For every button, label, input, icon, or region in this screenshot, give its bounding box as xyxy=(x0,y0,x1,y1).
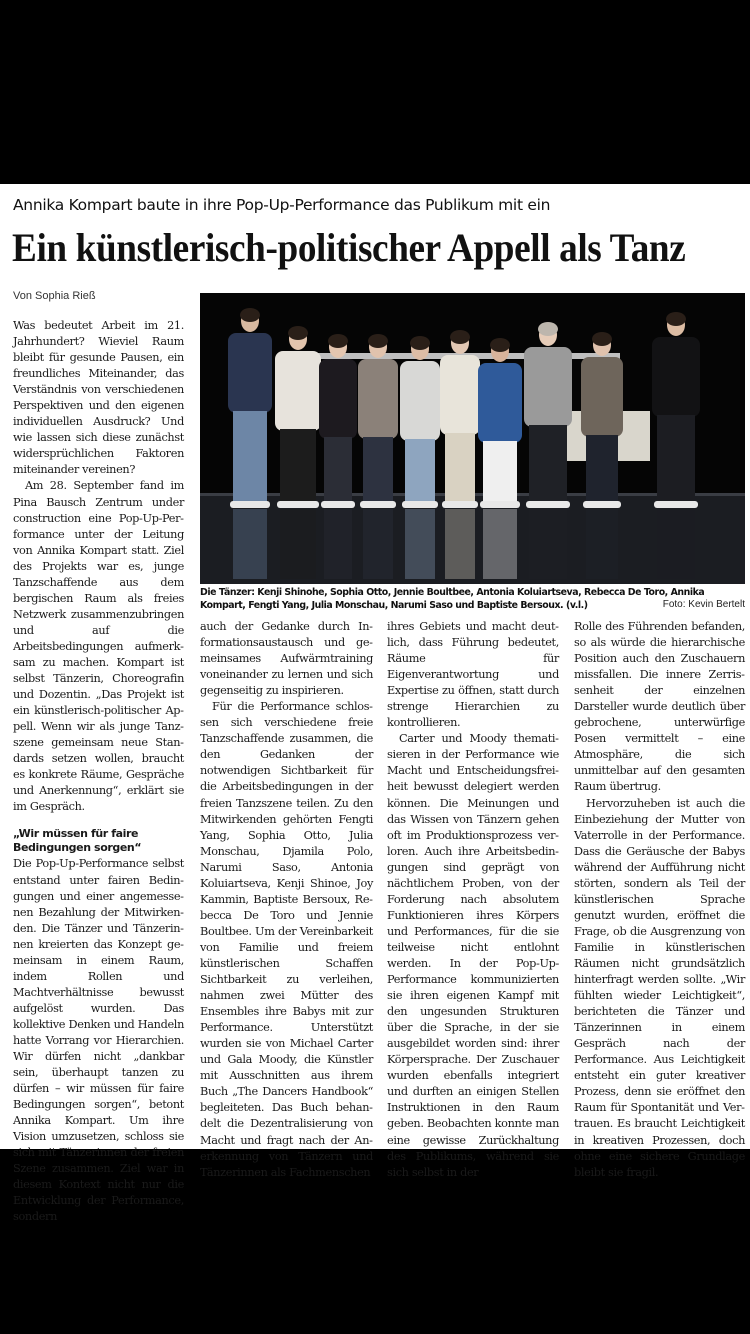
dancer-figure xyxy=(581,332,623,508)
article-photo xyxy=(200,293,745,584)
floor-reflection xyxy=(586,509,618,579)
article-kicker: Annika Kompart baute in ihre Pop-Up-Performance das Publikum mit ein xyxy=(13,196,551,214)
article-column-3 xyxy=(387,619,559,1181)
paragraph: Hervorzuheben ist auch die Einbeziehung der Mutter von Vaterrolle in der Performance. Dass die Geräusche der Babys während der Aufführung nicht störten, sondern als Teil der künstlerischen Sprache genutzt wurden, eröffnet die Frage, ob die Ausgrenzung von Familie in künstlerischen Räumen nicht grundsätzlich hinterfragt werden sollte. „Wir fühlten wieder Leichtigkeit“, berichteten die Tänzer und Tänzerinnen in einem Gespräch nach der Performance. Aus Leichtigkeit entsteht ein guter kreativer Prozess, denn sie eröffnet den Raum für Spontanität und Vertrauen. Es braucht Leichtigkeit in kreativen Prozessen, doch ohne eine sichere Grundlage bleibt sie fragil. xyxy=(574,796,745,1179)
paragraph: ihres Gebiets und macht deutlich, dass Führung bedeutet, Räume für Eigenverantwortung und Expertise zu öffnen, statt durch strenge Hierarchien zu kontrollieren. xyxy=(387,620,559,730)
article-column-1 xyxy=(13,318,184,1226)
paragraph: Was bedeutet Arbeit im 21. Jahrhundert? Wieviel Raum bleibt für gesunde Pausen, ein freundliches Miteinander, das Verständnis von verschiedenen Perspektiven und den eigenen individuellen Ausdruck? Und wie lassen sich diese zunächst widersprüchlichen Faktoren miteinander vereinen? xyxy=(13,319,184,477)
dancer-figure xyxy=(228,308,272,508)
photo-caption: Die Tänzer: Kenji Shinohe, Sophia Otto, Jennie Boultbee, Antonia Koluiartseva, Rebecca De Toro, Annika Kompart, Fengti Yang, Julia Monschau, Narumi Saso und Baptiste Bersoux. (v.l.) xyxy=(200,587,705,611)
article-byline: Von Sophia Rieß xyxy=(13,290,96,302)
article-column-4 xyxy=(574,619,745,1181)
dancer-figure xyxy=(652,312,700,508)
article-headline: Ein künstlerisch-politischer Appell als Tanz xyxy=(12,225,686,270)
article-column-2 xyxy=(200,619,373,1181)
floor-reflection xyxy=(483,509,517,579)
floor-reflection xyxy=(529,509,567,579)
dancer-figure xyxy=(478,338,522,508)
paragraph: Für die Performance schlossen sich verschiedene freie Tanzschaffende zusammen, die den Gedanken der notwendigen Sichtbarkeit für die Arbeitsbedingungen in der freien Tanzszene teilen. Zu den Mitwirkenden gehörten Fengti Yang, Sophia Otto, Julia Monschau, Djamila Polo, Narumi Saso, Antonia Koluiartseva, Kenji Shinoe, Joy Kammin, Baptiste Bersoux, Rebecca De Toro und Jennie Boultbee. Um der Vereinbarkeit von Familie und freiem künstlerischen Schaffen Sichtbarkeit zu verleihen, nahmen zwei Mütter des Ensembles ihre Babys mit zur Performance. Unterstützt wurden sie von Michael Carter und Gala Moody, die Künstler mit Ausschnitten aus ihrem Buch „The Dancers Handbook“ begleiteten. Das Buch behandelt die Dezentralisierung von Macht und fragt nach der Anerkennung von Tänzern und Tänzerinnen als Fachmenschen xyxy=(200,700,373,1179)
paragraph: auch der Gedanke durch Informationsaustausch und gemeinsames Aufwärmtraining voneinander zu lernen und sich gegenseitig zu inspirieren. xyxy=(200,620,373,698)
floor-reflection xyxy=(280,509,316,579)
dancer-figure xyxy=(358,334,398,508)
paragraph: Die Pop-Up-Performance selbst entstand unter fairen Bedingungen und einer angemessenen Bezahlung der Mitwirkenden. Die Tänzer und Tänzerinnen kreierten das Konzept gemeinsam in einem Raum, indem Rollen und Machtverhältnisse bewusst aufgelöst wurden. Das kollektive Denken und Handeln hatte Vorrang vor Hierarchien. Wir dürfen nicht „dankbar sein, überhaupt tanzen zu dürfen – wir müssen für faire Bedingungen sorgen“, betont Annika Kompart. Um ihre Vision umzusetzen, schloss sie sich mit Tänzerinnen der freien Szene zusammen. Ziel war in diesem Kontext nicht nur die Entwicklung der Performance, sondern xyxy=(13,857,184,1224)
floor-reflection xyxy=(363,509,393,579)
dancer-figure xyxy=(319,334,357,508)
paragraph: Rolle des Führenden befanden, so als würde die hierarchische Position auch den Zuschauern missfallen. Die innere Zerrissenheit der einzelnen Darsteller wurde deutlich über gebrochene, unterwürfige Posen vermittelt – eine Atmosphäre, die sich unmittelbar auf den gesamten Raum übertrug. xyxy=(574,620,745,794)
dancer-figure xyxy=(524,322,572,508)
dancer-figure xyxy=(400,336,440,508)
paragraph: Carter und Moody thematisieren in der Performance wie Macht und Entscheidungsfreiheit bewusst delegiert werden können. Die Meinungen und das Wissen von Tänzern gehen oft im Produktionsprozess verloren. Auch ihre Arbeitsbedingungen sind geprägt von nächtlichem Proben, von der Forderung nach absolutem Funktionieren ihres Körpers und Performances, für die sie teilweise nicht entlohnt werden. In der Pop-Up-Performance kommunizierten sie ihren eigenen Kampf mit den ungesunden Strukturen über die Sprache, in der sie ausgebildet worden sind: ihrer Körpersprache. Der Zuschauer wurden ebenfalls integriert und durften an einigen Stellen Instruktionen in den Raum geben. Beobachten konnte man eine gewisse Zurückhaltung des Publikums, während sie sich selbst in der xyxy=(387,732,559,1179)
newspaper-clipping xyxy=(0,184,750,1224)
dancers-group-photo xyxy=(200,293,745,584)
floor-reflection xyxy=(233,509,267,579)
dancer-figure xyxy=(275,326,321,508)
article-subhead: „Wir müssen für faire Bedingungen sorgen“ xyxy=(13,827,142,855)
floor-reflection xyxy=(324,509,352,579)
paragraph: Am 28. September fand im Pina Bausch Zentrum under construction eine Pop-Up-Performance unter der Leitung von Annika Kompart statt. Ziel des Projekts war es, junge Tanzschaffende aus dem bergischen Raum als freies Netzwerk zusammenzubringen und auf die Arbeitsbedingungen aufmerksam zu machen. Kompart ist selbst Tänzerin, Choreografin und Dozentin. „Das Projekt ist ein künstlerisch-politischer Appell. Wenn wir als junge Tanzszene gemeinsam neue Standards setzen wollen, braucht es konkrete Räume, Gespräche und Anerkennung“, erklärt sie im Gespräch. xyxy=(13,479,184,814)
dancer-figure xyxy=(440,330,480,508)
floor-reflection xyxy=(445,509,475,579)
photo-credit: Foto: Kevin Bertelt xyxy=(662,599,745,610)
floor-reflection xyxy=(657,509,695,579)
floor-reflection xyxy=(405,509,435,579)
